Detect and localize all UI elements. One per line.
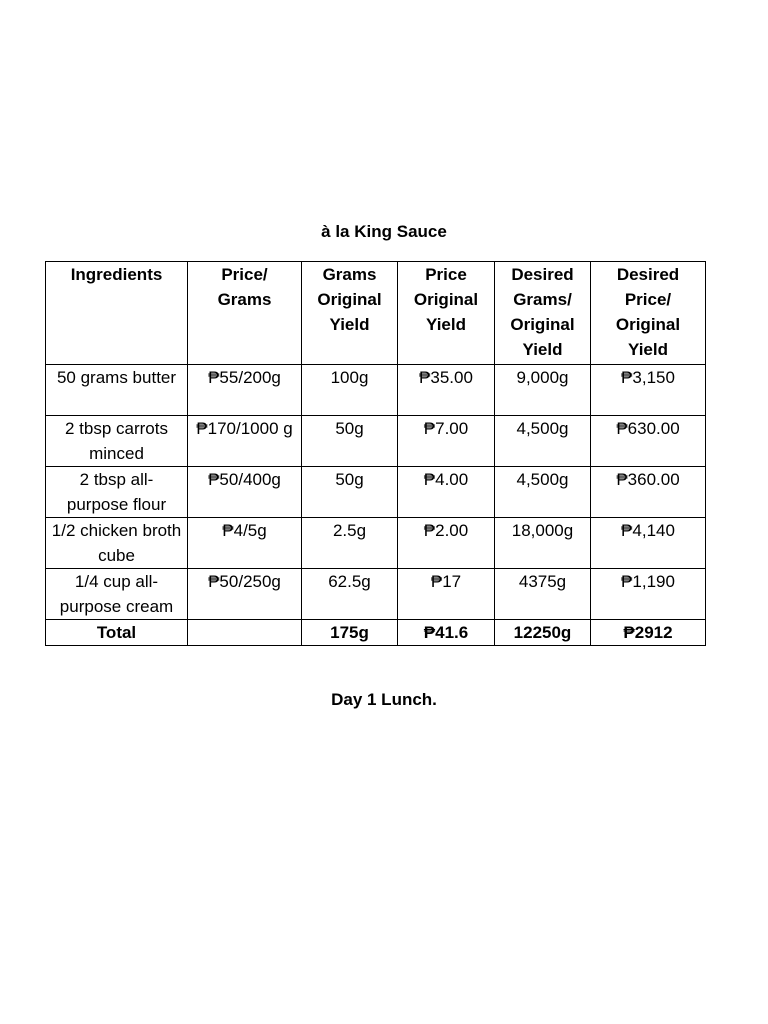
grams-original-cell: 50g <box>302 416 398 467</box>
header-desired-grams: Desired Grams/ Original Yield <box>495 262 591 365</box>
desired-price-cell: ₱630.00 <box>591 416 706 467</box>
price-grams-cell: ₱55/200g <box>188 365 302 416</box>
total-grams-original-cell: 175g <box>302 620 398 646</box>
desired-grams-cell: 18,000g <box>495 518 591 569</box>
price-original-cell: ₱35.00 <box>398 365 495 416</box>
desired-price-cell: ₱3,150 <box>591 365 706 416</box>
header-row <box>46 262 706 365</box>
desired-grams-cell: 9,000g <box>495 365 591 416</box>
header-price-grams: Price/ Grams <box>188 262 302 365</box>
total-desired-grams-cell: 12250g <box>495 620 591 646</box>
price-grams-cell: ₱50/250g <box>188 569 302 620</box>
header-ingredients: Ingredients <box>46 262 188 365</box>
total-label-cell: Total <box>46 620 188 646</box>
page-title: à la King Sauce <box>321 222 447 241</box>
cost-table <box>45 261 706 646</box>
header-price-original-yield: Price Original Yield <box>398 262 495 365</box>
grams-original-cell: 100g <box>302 365 398 416</box>
header-grams-original-yield: Grams Original Yield <box>302 262 398 365</box>
table-row <box>46 467 706 518</box>
grams-original-cell: 50g <box>302 467 398 518</box>
grams-original-cell: 2.5g <box>302 518 398 569</box>
total-desired-price-cell: ₱2912 <box>591 620 706 646</box>
grams-original-cell: 62.5g <box>302 569 398 620</box>
desired-price-cell: ₱360.00 <box>591 467 706 518</box>
price-original-cell: ₱4.00 <box>398 467 495 518</box>
price-original-cell: ₱7.00 <box>398 416 495 467</box>
total-price-original-cell: ₱41.6 <box>398 620 495 646</box>
desired-grams-cell: 4,500g <box>495 467 591 518</box>
desired-grams-cell: 4,500g <box>495 416 591 467</box>
desired-grams-cell: 4375g <box>495 569 591 620</box>
ingredient-cell: 50 grams butter <box>46 365 188 416</box>
total-price-grams-cell <box>188 620 302 646</box>
price-original-cell: ₱17 <box>398 569 495 620</box>
table-row <box>46 365 706 416</box>
table-row <box>46 518 706 569</box>
ingredient-cell: 1/2 chicken broth cube <box>46 518 188 569</box>
price-grams-cell: ₱4/5g <box>188 518 302 569</box>
price-grams-cell: ₱170/1000 g <box>188 416 302 467</box>
footer-note: Day 1 Lunch. <box>331 690 437 709</box>
price-grams-cell: ₱50/400g <box>188 467 302 518</box>
desired-price-cell: ₱1,190 <box>591 569 706 620</box>
table-row <box>46 569 706 620</box>
price-original-cell: ₱2.00 <box>398 518 495 569</box>
ingredient-cell: 2 tbsp carrots minced <box>46 416 188 467</box>
total-row <box>46 620 706 646</box>
ingredient-cell: 2 tbsp all-purpose flour <box>46 467 188 518</box>
table-row <box>46 416 706 467</box>
header-desired-price: Desired Price/ Original Yield <box>591 262 706 365</box>
desired-price-cell: ₱4,140 <box>591 518 706 569</box>
ingredient-cell: 1/4 cup all-purpose cream <box>46 569 188 620</box>
